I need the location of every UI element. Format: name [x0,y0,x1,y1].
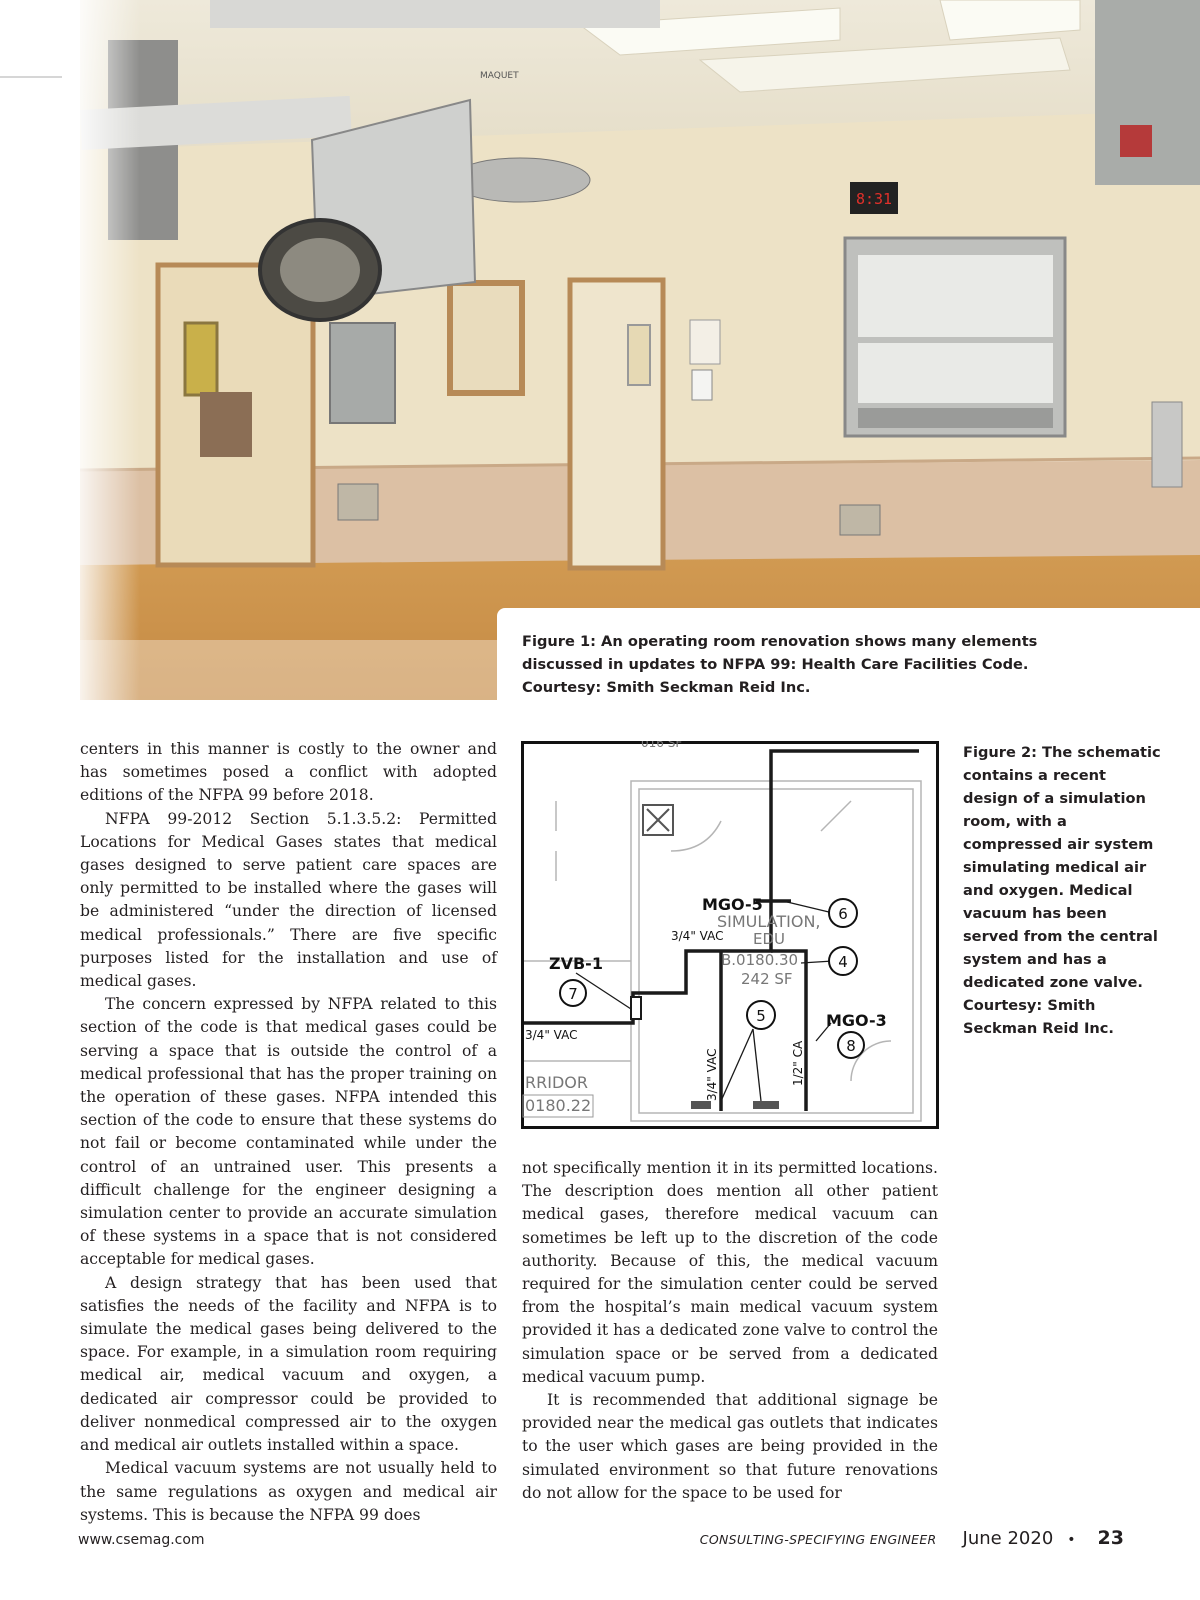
paragraph: The concern expressed by NFPA related to this section of the code is that medical gases could be serving a space that is outside the control of a medical professional that has the proper training on the operation of these gases. NFPA intended this section of the code to ensure that these systems do not fail or become contaminated while under the control of an untrained user. This presents a difficult challenge for the engineer designing a simulation center to provide an accurate simulation of these systems in a space that is not considered acceptable for medical gases. [80,995,497,1269]
label-corridor-number: 0180.22 [525,1096,592,1115]
footer-magazine-name: CONSULTING-SPECIFYING ENGINEER [699,1532,937,1547]
callout-6: 6 [838,905,848,923]
paragraph: centers in this manner is costly to the owner and has sometimes posed a conflict with adopted editions of the NFPA 99 before 2018. [80,740,497,805]
schematic-top-fragment: 016 SF [641,741,683,750]
label-corridor: RRIDOR [525,1073,588,1092]
body-column-left [80,738,497,1527]
label-vac-a: 3/4" VAC [671,929,724,943]
label-mgo5: MGO-5 [702,895,763,914]
body-column-middle [522,1157,938,1505]
figure2-caption: Figure 2: The schematic contains a recent design of a simulation room, with a compressed air system simulating medical air and oxygen. Medical vacuum has been served from the central system and has a dedicated zone valve. Courtesy: Smith Seckman Reid Inc. [963,744,1161,1037]
figure2-schematic [521,741,939,1129]
figure1-caption: Figure 1: An operating room renovation shows many elements discussed in updates to NFPA 99: Health Care Facilities Code. Courtesy: Smith Seckman Reid Inc. [522,633,1038,696]
label-simulation: SIMULATION, [717,912,821,931]
paragraph: Medical vacuum systems are not usually held to the same regulations as oxygen and medical air systems. This is because the NFPA 99 does [80,1459,497,1524]
label-room-number: B.0180.30 [721,951,799,969]
paragraph: A design strategy that has been used that satisfies the needs of the facility and NFPA is to simulate the medical gases being delivered to the space. For example, in a simulation room requiring medical air, medical vacuum and oxygen, a dedicated air compressor could be provided to deliver nonmedical compressed air to the oxygen and medical air outlets installed within a space. [80,1273,497,1455]
label-vac-b: 3/4" VAC [525,1028,578,1042]
callout-4: 4 [838,953,848,971]
footer-website-link[interactable]: www.csemag.com [78,1532,205,1548]
label-zvb1: ZVB-1 [549,954,603,973]
label-vac-c: 3/4" VAC [705,1048,719,1101]
callout-7: 7 [568,985,578,1003]
page-number: 23 [1097,1527,1124,1549]
footer-bullet: • [1067,1532,1076,1548]
boom-label: MAQUET [480,71,519,81]
figure1-photo [80,0,1200,700]
clock-readout: 8:31 [855,190,893,208]
label-edu: EDU [753,930,786,948]
footer-folio [700,1527,1124,1549]
paragraph: It is recommended that additional signage be provided near the medical gas outlets that indicates to the user which gases are being provided in the simulated environment so that future renovations do not allow for the space to be used for [522,1391,938,1502]
label-area: 242 SF [741,970,793,988]
page-edge-tab [0,76,62,78]
callout-8: 8 [846,1037,856,1055]
paragraph: NFPA 99-2012 Section 5.1.3.5.2: Permitted Locations for Medical Gases states that medical gases designed to serve patient care spaces are only permitted to be installed where the gases will be administered “under the direction of licensed medical professionals.” There are five specific purposes listed for the installation and use of medical gases. [80,809,497,991]
footer-issue-date: June 2020 [962,1528,1054,1549]
label-mgo3: MGO-3 [826,1011,887,1030]
paragraph: not specifically mention it in its permitted locations. The description does mention all other patient medical gases, therefore medical vacuum can sometimes be left up to the discretion of the code authority. Because of this, the medical vacuum required for the simulation center could be served from the hospital’s main medical vacuum system provided it has a dedicated zone valve to control the simulation space or be served from a dedicated medical vacuum pump. [522,1159,938,1386]
label-ca: 1/2" CA [791,1040,805,1086]
callout-5: 5 [756,1007,766,1025]
